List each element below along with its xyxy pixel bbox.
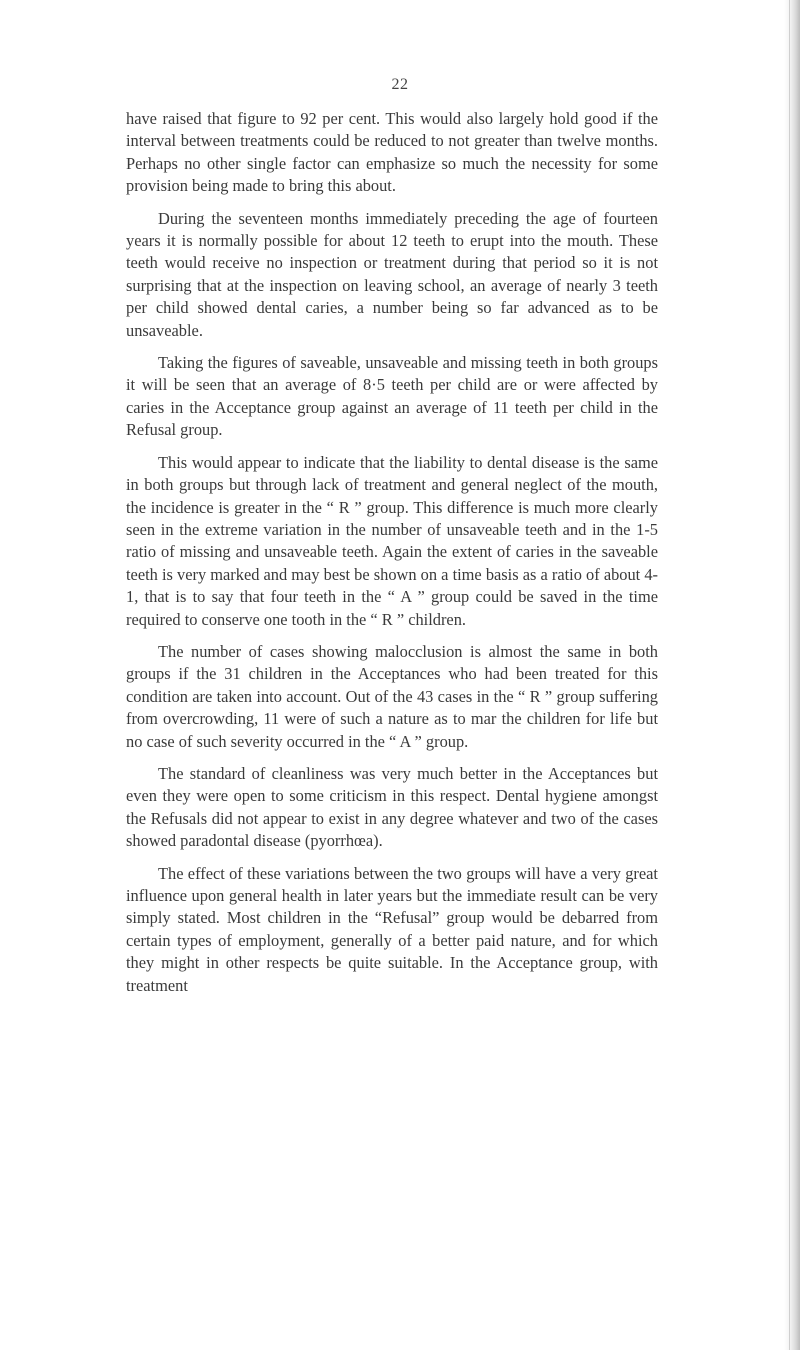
body-text [126, 108, 658, 1007]
paragraph-1: have raised that figure to 92 per cent. This would also largely hold good if the interval between treatments could be reduced to not greater than twelve months. Perhaps no other single factor can emphasize so much the necessity for some provision being made to bring this about. [126, 109, 658, 196]
paragraph-6: The standard of cleanliness was very much better in the Acceptances but even they were open to some criticism in this respect. Dental hygiene amongst the Refusals did not appear to exist in any degree whatever and two of the cases showed paradontal disease (pyorrhœa). [126, 763, 658, 851]
page-number: 22 [391, 76, 409, 93]
paragraph-4: This would appear to indicate that the liability to dental disease is the same in both groups but through lack of treatment and general neglect of the mouth, the incidence is greater in the “ R ” group. This difference is much more clearly seen in the extreme variation in the number of unsaveable teeth and in the 1-5 ratio of missing and unsaveable teeth. Again the extent of caries in the saveable teeth is very marked and may best be shown on a time basis as a ratio of about 4-1, that is to say that four teeth in the “ A ” group could be saved in the time required to conserve one tooth in the “ R ” children. [126, 452, 658, 629]
page-edge-shadow [784, 0, 800, 1350]
paragraph-5: The number of cases showing malocclusion is almost the same in both groups if the 31 children in the Acceptances who had been treated for this condition are taken into account. Out of the 43 cases in the “ R ” group suffering from overcrowding, 11 were of such a nature as to mar the children for life but no case of such severity occurred in the “ A ” group. [126, 641, 658, 751]
paragraph-3: Taking the figures of saveable, unsaveable and missing teeth in both groups it will be seen that an average of 8·5 teeth per child are or were affected by caries in the Acceptance group against an average of 11 teeth per child in the Refusal group. [126, 353, 658, 440]
paragraph-2: During the seventeen months immediately preceding the age of fourteen years it is normally possible for about 12 teeth to erupt into the mouth. These teeth would receive no inspection or treatment during that period so it is not surprising that at the inspection on leaving school, an average of nearly 3 teeth per child showed dental caries, a number being so far advanced as to be unsaveable. [126, 208, 658, 340]
paragraph-7: The effect of these variations between the two groups will have a very great influence upon general health in later years but the immediate result can be very simply stated. Most children in the “Refusal” group would be debarred from certain types of employment, generally of a better paid nature, and for which they might in other respects be quite suitable. In the Acceptance group, with treatment [126, 863, 658, 995]
page-edge-line [789, 0, 790, 1350]
